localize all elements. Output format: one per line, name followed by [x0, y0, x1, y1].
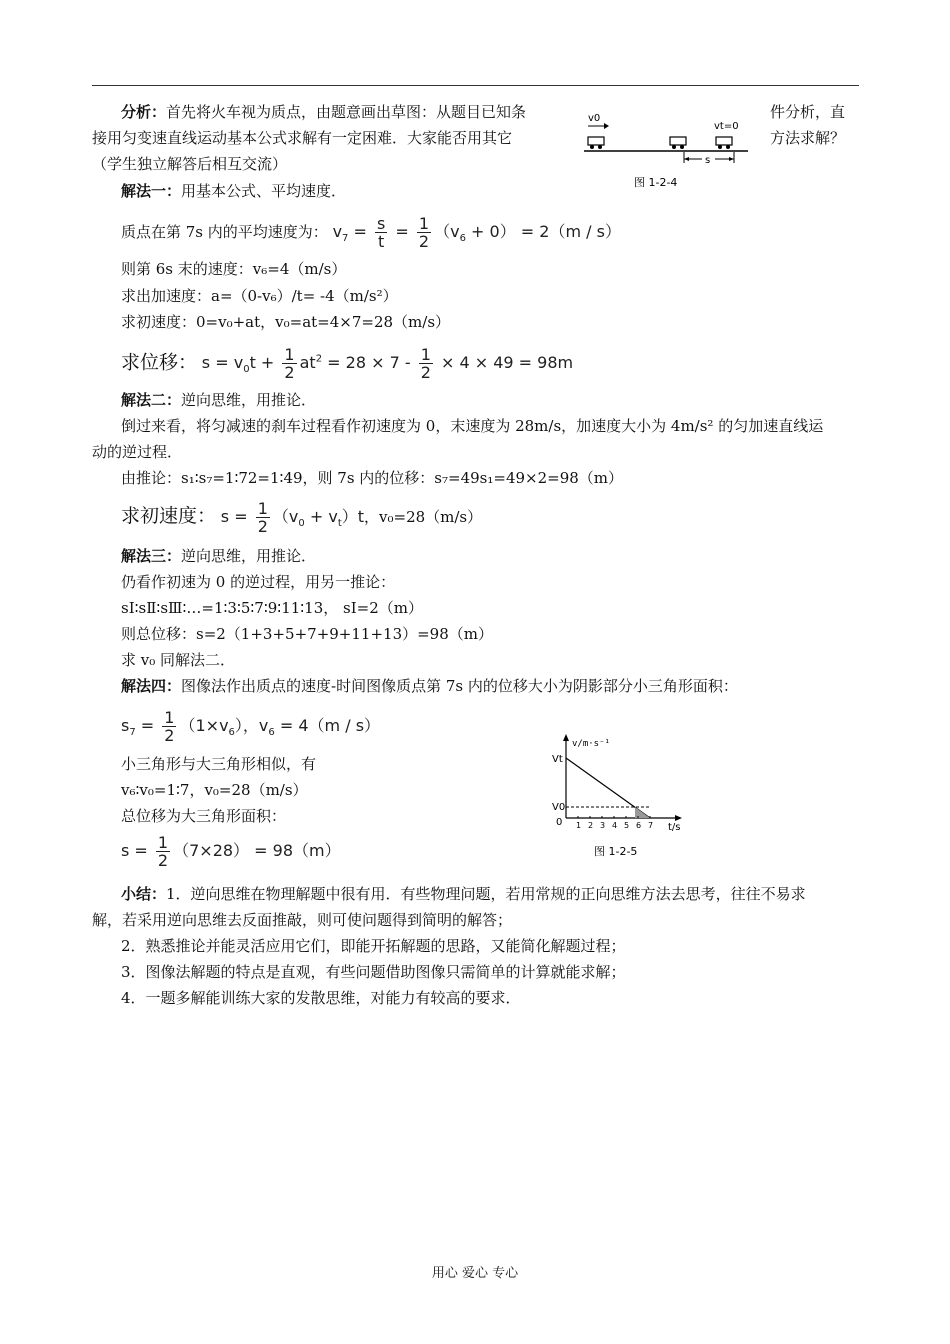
displacement-formula: $s = v_0t$ + $\frac{1}{2}$ $at^2 = 28 \times 7$ - $\frac{1}{2}$ × 4 × 49 = 98m: [201, 345, 574, 383]
figure-1-2-4: [584, 108, 760, 194]
method1-avg-velocity: [121, 215, 621, 256]
fig2-tick-label: 2: [588, 821, 594, 830]
summary-label: 小结：: [121, 885, 167, 903]
v0-suffix: ，v₀=28（m/s）: [364, 508, 483, 526]
avg-velocity-prefix: 质点在第 7s 内的平均速度为：: [121, 223, 328, 241]
method1-accel: 求出加速度：a=（0-v₆）/t= -4（m/s²）: [121, 287, 398, 305]
analysis-line-1-right: 件分析，直: [770, 103, 846, 121]
method3-line-1: 仍看作初速为 0 的逆过程，用另一推论：: [121, 573, 396, 591]
displacement-prefix: 求位移：: [121, 351, 198, 374]
method1-displacement: [121, 342, 573, 389]
method4-ratio: v₆∶v₀=1∶7，v₀=28（m/s）: [121, 781, 308, 799]
method1-label: 解法一：: [121, 182, 182, 200]
avg-velocity-formula: $v_7$ = $\frac{s}{t}$ = $\frac{1}{2}$ $(v_6 + 0) = 2(m / s)$: [332, 214, 621, 251]
method2-para-1: 倒过来看，将匀减速的刹车过程看作初速度为 0，末速度为 28m/s，加速度大小为 4m/s² 的匀加速直线运: [121, 417, 824, 435]
fig2-tick-label: 3: [600, 821, 606, 830]
analysis-line-1: [121, 102, 526, 122]
method3-line-3: 则总位移：s=2（1+3+5+7+9+11+13）=98（m）: [121, 625, 493, 643]
fig2-tick-label: 1: [576, 821, 582, 830]
method2-heading: [121, 390, 316, 410]
fig2-tick-label: 4: [612, 821, 618, 830]
method3-line-4: 求 v₀ 同解法二．: [121, 651, 236, 669]
summary-text-1a: 1．逆向思维在物理解题中很有用．有些物理问题，若用常规的正向思维方法去思考，往往不易求: [166, 885, 806, 903]
fig2-tick-label: 6: [636, 821, 642, 830]
summary-line-1b: 解，若采用逆向思维去反面推敲，则可使问题得到简明的解答；: [92, 911, 513, 929]
method4-s7-formula: $s_7$ = $\frac{1}{2}$ $(1\times v_6)$，$v_6 = 4(m / s)$: [121, 708, 381, 745]
fig1-s-label: s: [705, 155, 711, 166]
method4-total: 总位移为大三角形面积：: [121, 807, 287, 825]
v0-formula: s = $\frac{1}{2}$ $(v_0 + v_t)t$: [220, 499, 365, 536]
method2-inference: 由推论：s₁∶s₇=1∶72=1∶49，则 7s 内的位移：s₇=49s₁=49×2=98（m）: [121, 469, 624, 487]
fig2-tick-label: 5: [624, 821, 630, 830]
method4-title: 图像法作出质点的速度-时间图像质点第 7s 内的位移大小为阴影部分小三角形面积：: [181, 677, 738, 695]
header-rule: [92, 85, 859, 86]
method4-label: 解法四：: [121, 677, 182, 695]
method1-v6: 则第 6s 末的速度：v₆=4（m/s）: [121, 260, 347, 278]
summary-line-3: 3．图像法解题的特点是直观，有些问题借助图像只需简单的计算就能求解；: [121, 963, 626, 981]
fig2-vt-label: Vt: [552, 754, 563, 765]
analysis-line-3: （学生独立解答后相互交流）: [92, 155, 288, 173]
method2-label: 解法二：: [121, 391, 182, 409]
summary-line-2: 2．熟悉推论并能灵活应用它们，即能开拓解题的思路，又能简化解题过程；: [121, 937, 626, 955]
method1-title: 用基本公式、平均速度．: [181, 182, 347, 200]
method4-similar: 小三角形与大三角形相似，有: [121, 755, 317, 773]
fig2-x-axis-label: t/s: [668, 822, 681, 833]
method3-label: 解法三：: [121, 547, 182, 565]
fig2-y-axis-label: v/m·s⁻¹: [572, 739, 610, 749]
page-footer: 用心 爱心 专心: [431, 1266, 519, 1281]
method3-title: 逆向思维，用推论．: [181, 547, 317, 565]
analysis-label: 分析：: [121, 103, 167, 121]
method2-v0: [121, 496, 482, 544]
method4-area-formula: s = $\frac{1}{2}$ （7×28） = 98（m）: [121, 833, 341, 870]
fig1-caption: 图 1-2-4: [634, 176, 678, 189]
method1-v0: 求初速度：0=v₀+at，v₀=at=4×7=28（m/s）: [121, 313, 451, 331]
fig2-origin-label: 0: [556, 817, 563, 828]
analysis-line-2-right: 方法求解？: [770, 129, 846, 147]
fig2-caption: 图 1-2-5: [594, 845, 638, 858]
method3-heading: [121, 546, 316, 566]
figure-1-2-5: [550, 728, 700, 864]
method2-para-2: 动的逆过程．: [92, 443, 183, 461]
v0-prefix: 求初速度：: [121, 505, 217, 527]
method3-line-2: sⅠ∶sⅡ∶sⅢ∶…=1∶3∶5∶7∶9∶11∶13， sⅠ=2（m）: [121, 599, 423, 617]
analysis-text-1: 首先将火车视为质点，由题意画出草图：从题目已知条: [166, 103, 527, 121]
method2-title: 逆向思维，用推论．: [181, 391, 317, 409]
fig1-v0-label: v0: [588, 113, 601, 124]
fig2-v0-label: V0: [552, 802, 566, 813]
method4-heading: [121, 676, 738, 696]
method1-heading: [121, 181, 346, 201]
summary-line-4: 4．一题多解能训练大家的发散思维，对能力有较高的要求．: [121, 989, 521, 1007]
fig1-vt-label: vt=0: [714, 121, 739, 132]
analysis-line-2: 接用匀变速直线运动基本公式求解有一定困难．大家能否用其它: [92, 129, 513, 147]
summary-line-1: [121, 884, 806, 904]
fig2-tick-label: 7: [648, 821, 654, 830]
